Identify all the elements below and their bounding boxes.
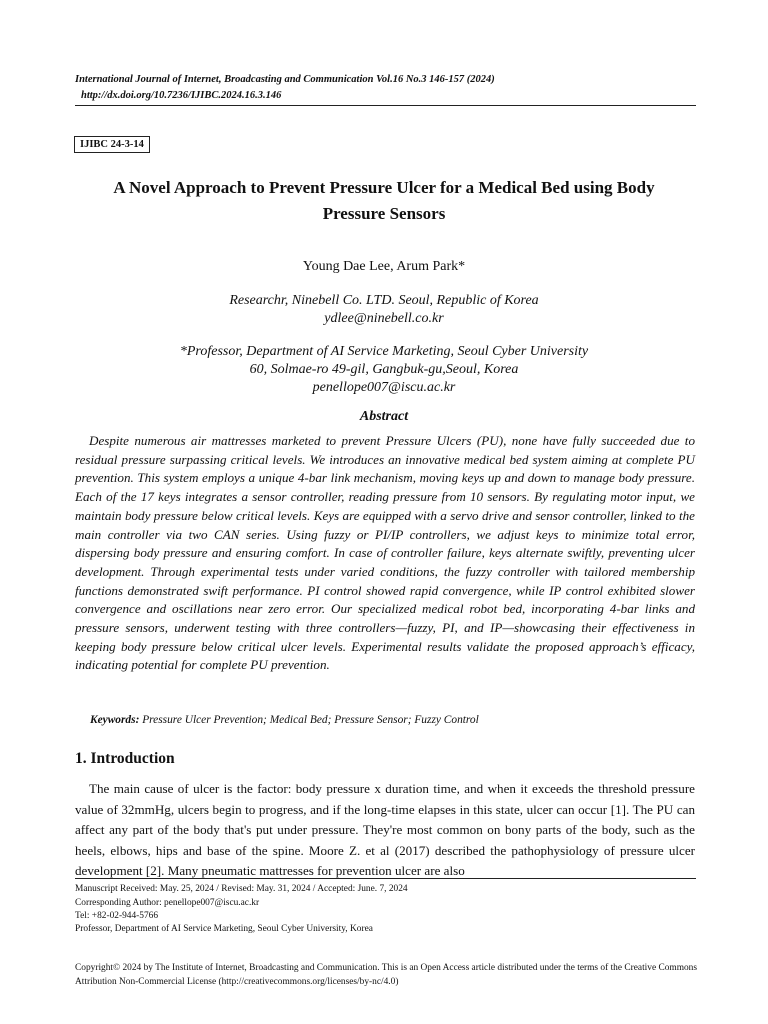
journal-citation: International Journal of Internet, Broadcasting and Communication Vol.16 No.3 146-157 (2024) — [75, 74, 495, 85]
affiliation-2-org: *Professor, Department of AI Service Marketing, Seoul Cyber University — [179, 344, 589, 359]
doi-link[interactable]: http://dx.doi.org/10.7236/IJIBC.2024.16.3.146 — [81, 90, 282, 101]
authors: Young Dae Lee, Arum Park* — [302, 259, 466, 274]
affiliation-1-email: ydlee@ninebell.co.kr — [324, 311, 444, 326]
abstract-heading: Abstract — [359, 409, 409, 424]
keywords — [90, 714, 479, 726]
paper-title — [75, 175, 693, 227]
footnote-position: Professor, Department of AI Service Marketing, Seoul Cyber University, Korea — [75, 924, 373, 934]
header-divider — [75, 105, 696, 106]
title-line-1: A Novel Approach to Prevent Pressure Ulcer for a Medical Bed using Body — [113, 178, 655, 197]
introduction-text: The main cause of ulcer is the factor: body pressure x duration time, and when it exceeds the threshold pressure value of 32mmHg, ulcers begin to progress, and if the long-time elapses in this state, ulcer can occur [1]. The PU can affect any part of the body that's put under pressure. They're most common on bony parts of the body, such as the heels, elbows, hips and base of the spine. Moore Z. et al (2017) described the pathophysiology of pressure ulcer development [2]. Many pneumatic mattresses for prevention ulcer are also — [75, 781, 695, 879]
title-line-2: Pressure Sensors — [322, 204, 446, 223]
affiliation-2-email: penellope007@iscu.ac.kr — [312, 380, 456, 395]
footnote-received: Manuscript Received: May. 25, 2024 / Revised: May. 31, 2024 / Accepted: June. 7, 2024 — [75, 884, 408, 894]
section-heading-introduction: 1. Introduction — [75, 750, 175, 767]
affiliation-2 — [75, 343, 693, 397]
copyright-notice: Copyright© 2024 by The Institute of Internet, Broadcasting and Communication. This is an Open Access article distributed under the terms of the Creative Commons Attribution Non-Commercial License (http://creativecommons.org/licenses/by-nc/4.0) — [75, 963, 698, 987]
affiliation-1-org: Researchr, Ninebell Co. LTD. Seoul, Republic of Korea — [229, 293, 539, 308]
paper-code-badge: IJIBC 24-3-14 — [74, 136, 150, 153]
affiliation-2-address: 60, Solmae-ro 49-gil, Gangbuk-gu,Seoul, Korea — [249, 362, 519, 377]
footnote-tel: Tel: +82-02-944-5766 — [75, 911, 159, 921]
footnote-divider — [75, 878, 696, 879]
footnote-corresponding: Corresponding Author: penellope007@iscu.ac.kr — [75, 898, 260, 908]
affiliation-1 — [75, 292, 693, 328]
abstract-body: Despite numerous air mattresses marketed to prevent Pressure Ulcers (PU), none have fully succeeded due to residual pressure surpassing critical levels. We introduces an innovative medical bed system aiming at complete PU prevention. This system employs a unique 4-bar link mechanism, moving keys up and down to manage body pressure. Each of the 17 keys integrates a sensor controller, reading pressure from 10 sensors. By regulating motor input, we maintain body pressure below critical levels. Keys are equipped with a servo drive and sensor controller, linked to the main controller via two CAN series. Using fuzzy or PI/IP controllers, we adjust keys to minimize total error, dispersing body pressure and ensuring comfort. In case of controller failure, keys alternate swiftly, preventing ulcer development. Through experimental tests under varied conditions, the fuzzy controller with tailored membership functions demonstrated swift performance. PI control showed rapid convergence, while IP control exhibited slower convergence and oscillations near zero error. Our specialized medical robot bed, incorporating 4-bar links and pressure sensors, underwent testing with three controllers—fuzzy, PI, and IP—showcasing their effectiveness in keeping body pressure below critical ulcer levels. Experimental results validate the proposed approach’s efficacy, indicating potential for complete PU prevention. — [75, 433, 695, 673]
keywords-label: Keywords: — [90, 714, 140, 726]
keywords-list: Pressure Ulcer Prevention; Medical Bed; Pressure Sensor; Fuzzy Control — [142, 714, 479, 726]
